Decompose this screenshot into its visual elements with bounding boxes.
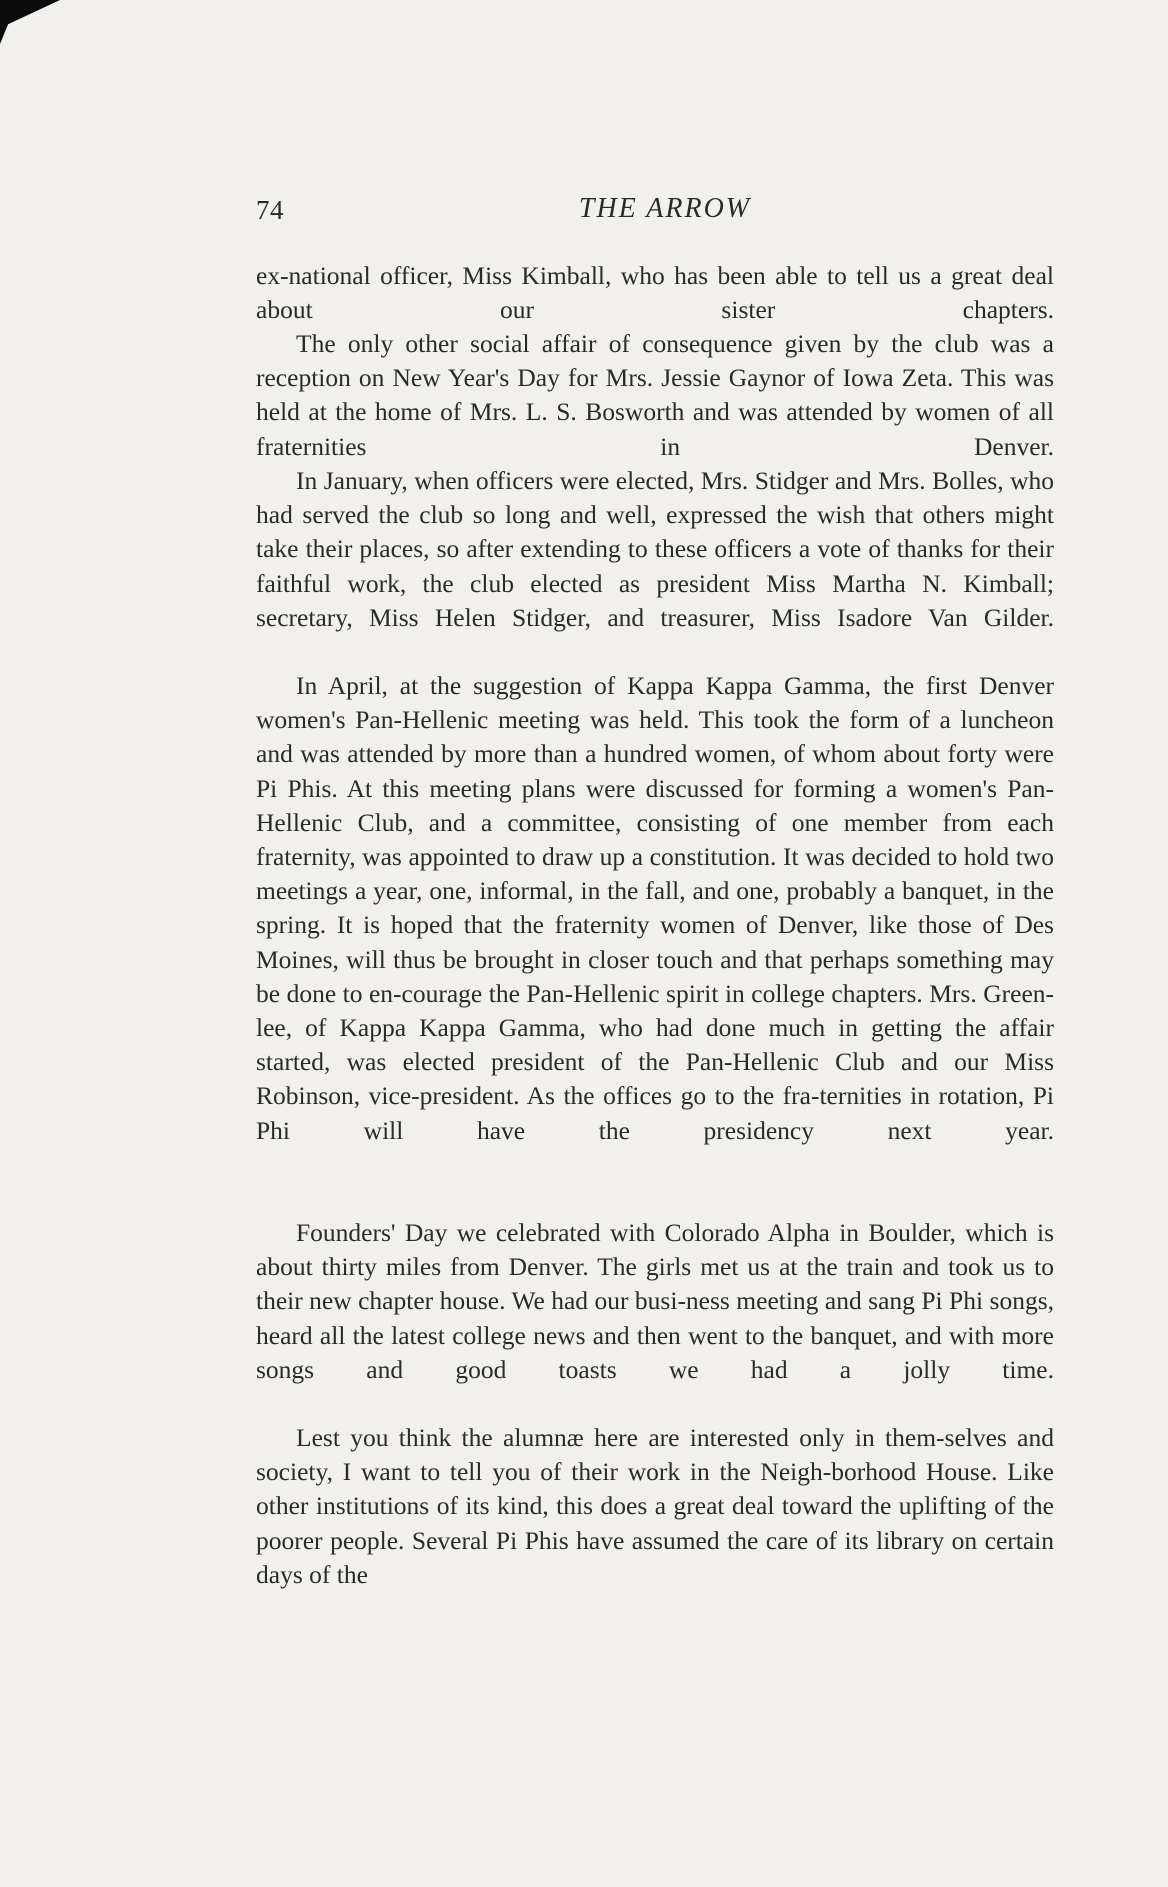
page-number: 74 (256, 195, 284, 225)
paragraph-6: Lest you think the alumnæ here are interested only in them-selves and society, I want to tell you of their work in the Neigh-borhood House. Like other institutions of its kind, this does a great deal toward the uplifting of the poorer people. Several Pi Phis have assumed the care of its library on certain days of the (256, 1423, 1054, 1589)
page-header (256, 195, 1054, 235)
paragraph-2: The only other social affair of consequence given by the club was a reception on New Year's Day for Mrs. Jessie Gaynor of Iowa Zeta. This was held at the home of Mrs. L. S. Bosworth and was attended by women of all fraternities in Denver. (256, 329, 1054, 461)
paragraph-1: ex-national officer, Miss Kimball, who has been able to tell us a great deal about our sister chapters. (256, 261, 1054, 325)
paragraph-5: Founders' Day we celebrated with Colorado Alpha in Boulder, which is about thirty miles from Denver. The girls met us at the train and took us to their new chapter house. We had our busi-ness meeting and sang Pi Phi songs, heard all the latest college news and then went to the banquet, and with more songs and good toasts we had a jolly time. (256, 1218, 1054, 1384)
paragraph-4: In April, at the suggestion of Kappa Kappa Gamma, the first Denver women's Pan-Hellenic meeting was held. This took the form of a luncheon and was attended by more than a hundred women, of whom about forty were Pi Phis. At this meeting plans were discussed for forming a women's Pan-Hellenic Club, and a committee, consisting of one member from each fraternity, was appointed to draw up a constitution. It was decided to hold two meetings a year, one, informal, in the fall, and one, probably a banquet, in the spring. It is hoped that the fraternity women of Denver, like those of Des Moines, will thus be brought in closer touch and that perhaps something may be done to en-courage the Pan-Hellenic spirit in college chapters. Mrs. Green-lee, of Kappa Kappa Gamma, who had done much in getting the affair started, was elected president of the Pan-Hellenic Club and our Miss Robinson, vice-president. As the offices go to the fra-ternities in rotation, Pi Phi will have the presidency next year. (256, 671, 1054, 1145)
body-text (256, 259, 1054, 1592)
running-title: THE ARROW (578, 193, 752, 224)
paragraph-3: In January, when officers were elected, Mrs. Stidger and Mrs. Bolles, who had served the club so long and well, expressed the wish that others might take their places, so after extending to these officers a vote of thanks for their faithful work, the club elected as president Miss Martha N. Kimball; secretary, Miss Helen Stidger, and treasurer, Miss Isadore Van Gilder. (256, 466, 1054, 632)
